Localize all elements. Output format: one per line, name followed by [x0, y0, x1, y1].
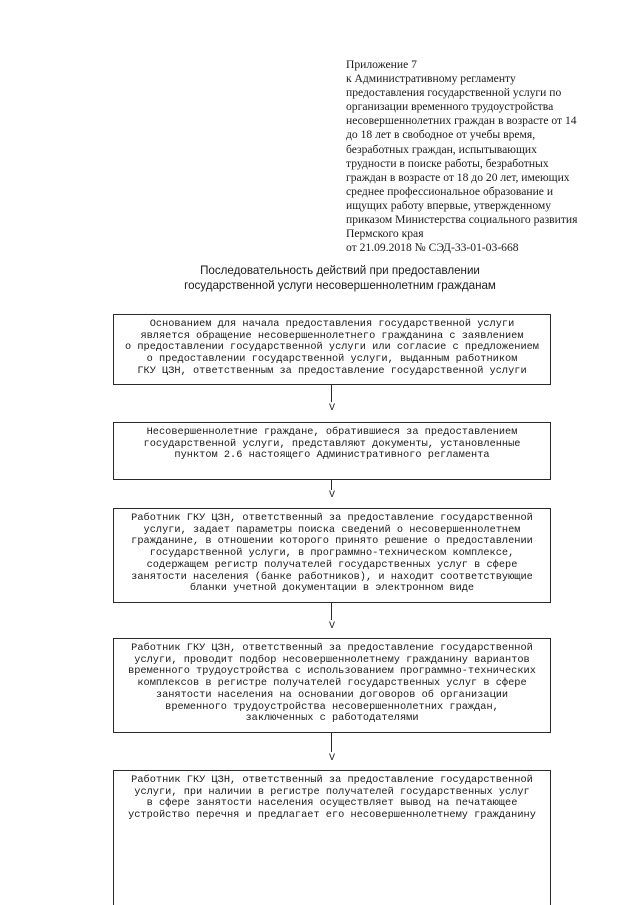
- step-text-line: устройство перечня и предлагает его несовершеннолетнему гражданину: [128, 809, 536, 822]
- appendix-line: до 18 лет в свободное от учебы время,: [346, 128, 536, 142]
- step-text-line: о предоставлении государственной услуги или согласие с предложением: [124, 341, 539, 354]
- appendix-line: от 21.09.2018 № СЭД-33-01-03-668: [346, 241, 519, 255]
- appendix-line: предоставления государственной услуги по: [346, 86, 562, 100]
- arrow-down-icon: V: [328, 403, 335, 414]
- step-text-line: Работник ГКУ ЦЗН, ответственный за предоставление государственной: [131, 512, 533, 524]
- step-text-line: услуги, проводит подбор несовершеннолетнему гражданину вариантов: [134, 653, 530, 666]
- step-text-line: ГКУ ЦЗН, ответственным за предоставление государственной услуги: [137, 364, 527, 377]
- appendix-line: среднее профессиональное образование и: [346, 184, 554, 198]
- step-text-line: заключенных с работодателями: [245, 712, 419, 725]
- step-text-line: гражданине, в отношении которого принято решение о предоставлении: [131, 535, 533, 548]
- flow-connector-2: [331, 480, 332, 490]
- step-text-line: о предоставлении государственной услуги, выданным работником: [146, 353, 518, 366]
- page-title: [60, 263, 620, 293]
- arrow-down-icon: V: [328, 490, 335, 501]
- flow-step-3: [113, 508, 551, 603]
- step-text-line: занятости населения на основании договоров об организации: [155, 688, 509, 701]
- step-text-line: государственной услуги, в программно-техническом комплексе,: [149, 547, 515, 560]
- arrow-down-icon: V: [328, 753, 335, 764]
- title-line-2: государственной услуги несовершеннолетним гражданам: [184, 279, 496, 292]
- appendix-line: несовершеннолетних граждан в возрасте от 14: [346, 114, 577, 128]
- appendix-block: [346, 58, 608, 255]
- flow-step-5: [113, 770, 551, 905]
- appendix-line: организации временного трудоустройства: [346, 100, 554, 114]
- step-text-line: является обращение несовершеннолетнего гражданина с заявлением: [140, 329, 524, 342]
- step-text-line: бланки учетной документации в электронном виде: [189, 582, 475, 595]
- appendix-line: граждан в возрасте от 18 до 20 лет, имеющих: [346, 170, 570, 184]
- step-text-line: пунктом 2.6 настоящего Административного регламента: [174, 449, 490, 462]
- step-text-line: Работник ГКУ ЦЗН, ответственный за предоставление государственной: [131, 642, 533, 654]
- flow-connector-3: [331, 603, 332, 620]
- appendix-line: Пермского края: [346, 227, 424, 241]
- title-line-1: Последовательность действий при предоставлении: [200, 264, 480, 277]
- appendix-line: трудности в поиске работы, безработных: [346, 156, 549, 170]
- step-text-line: в сфере занятости населения осуществляет вывод на печатающее: [146, 797, 518, 810]
- step-text-line: занятости населения (банке работников), и находит соответствующие: [131, 570, 533, 583]
- step-text-line: комплексов в регистре получателей государственных услуг в сфере: [137, 677, 527, 690]
- appendix-line: приказом Министерства социального развития: [346, 213, 578, 227]
- step-text-line: услуги, при наличии в регистре получателей государственных услуг: [134, 785, 530, 798]
- appendix-line: ищущих работу впервые, утвержденному: [346, 198, 552, 212]
- flow-step-1: [113, 314, 551, 385]
- appendix-line: безработных граждан, испытывающих: [346, 142, 537, 156]
- arrow-down-icon: V: [328, 621, 335, 632]
- flow-connector-4: [331, 733, 332, 752]
- step-text-line: государственной услуги, представляют документы, установленные: [143, 437, 521, 450]
- step-text-line: Несовершеннолетние граждане, обратившиеся за предоставлением: [146, 426, 518, 438]
- step-text-line: Работник ГКУ ЦЗН, ответственный за предоставление государственной: [131, 774, 533, 786]
- step-text-line: содержащем регистр получателей государственных услуг в сфере: [146, 558, 518, 571]
- flow-connector-1: [331, 385, 332, 402]
- step-text-line: временного трудоустройства с использованием программно-технических: [128, 665, 536, 678]
- appendix-line: Приложение 7: [346, 58, 417, 71]
- step-text-line: услуги, задает параметры поиска сведений о несовершеннолетнем: [143, 523, 521, 536]
- step-text-line: Основанием для начала предоставления государственной услуги: [149, 318, 515, 330]
- step-text-line: временного трудоустройства несовершеннолетних граждан,: [165, 700, 499, 713]
- flow-step-4: [113, 638, 551, 733]
- flow-step-2: [113, 422, 551, 480]
- appendix-line: к Административному регламенту: [346, 72, 516, 86]
